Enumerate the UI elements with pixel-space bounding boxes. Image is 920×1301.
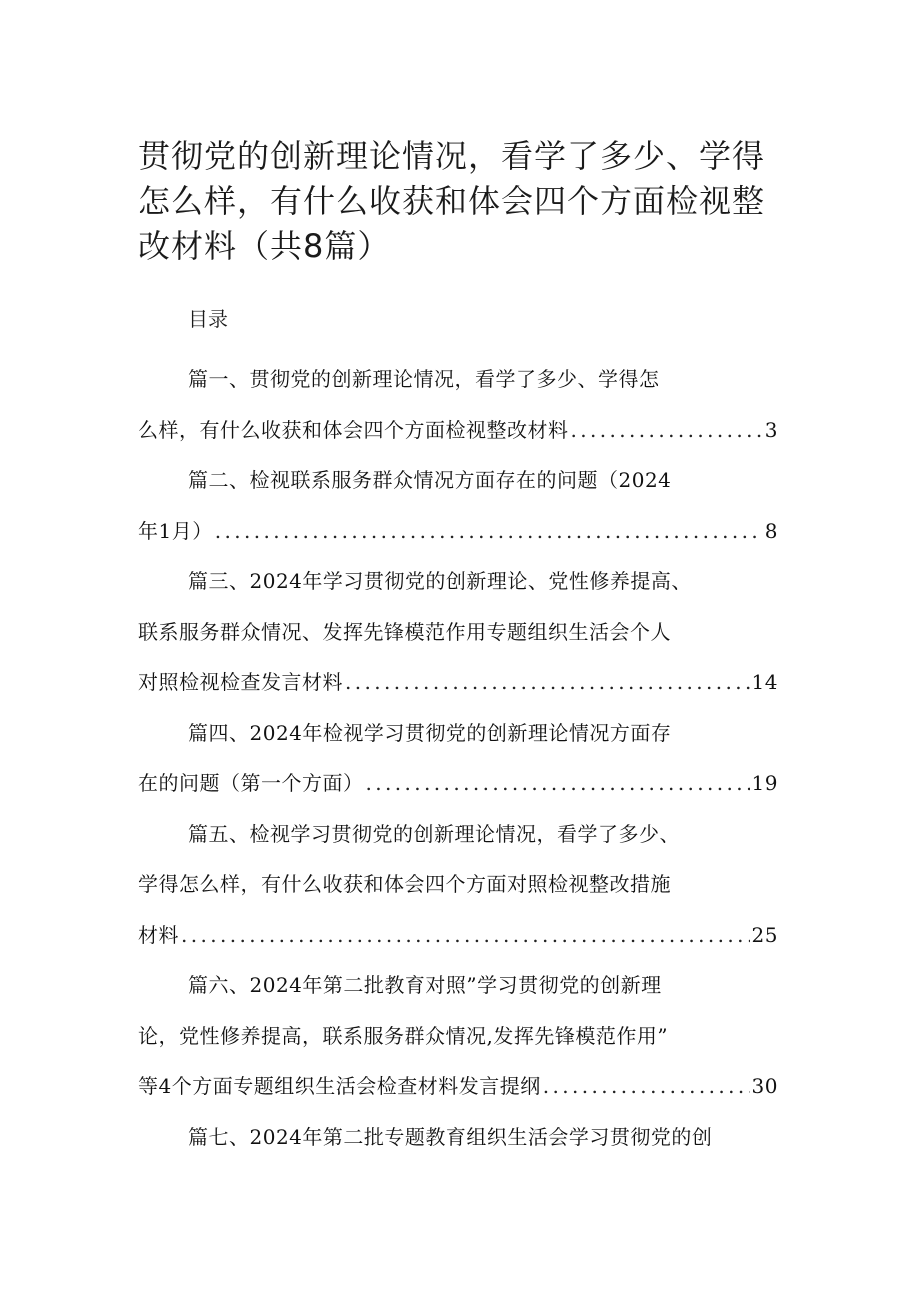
toc-entry-text: 么样，有什么收获和体会四个方面检视整改材料 [138,417,569,442]
toc-entry-3[interactable] [138,556,778,708]
toc-page-number: 25 [751,922,778,947]
toc-heading: 目录 [188,307,228,331]
document-title [138,134,778,269]
toc-entry-7[interactable] [138,1112,778,1163]
toc-page-number: 14 [751,670,778,694]
toc-entry-text: 篇七、2024年第二批专题教育组织生活会学习贯彻党的创 [188,1124,713,1149]
dot-leader [543,1061,750,1112]
toc-entry-text: 学得怎么样，有什么收获和体会四个方面对照检视整改措施 [138,872,671,896]
title-line-1: 贯彻党的创新理论情况，看学了多少、学得 [138,137,766,175]
dot-leader [215,506,763,557]
toc-entry-text: 年1月） [138,518,213,543]
toc-entry-text: 材料 [138,922,179,947]
toc-page-number: 19 [751,771,778,795]
toc-entry-4[interactable] [138,708,778,809]
toc-entry-6[interactable] [138,960,778,1112]
title-line-2: 怎么样，有什么收获和体会四个方面检视整 [138,182,766,220]
title-line-3: 改材料（共8篇） [138,227,391,265]
dot-leader [181,910,750,961]
toc-entry-text: 等4个方面专题组织生活会检查材料发言提纲 [138,1074,541,1098]
toc-entry-text: 篇六、2024年第二批教育对照”学习贯彻党的创新理 [188,973,662,997]
table-of-contents [138,354,778,1162]
dot-leader [366,758,750,809]
toc-page-number: 30 [751,1074,778,1098]
toc-entry-5[interactable] [138,809,778,961]
toc-entry-text: 论，党性修养提高，联系服务群众情况,发挥先锋模范作用” [138,1023,669,1048]
dot-leader [345,657,750,708]
toc-entry-text: 对照检视检查发言材料 [138,670,343,694]
toc-entry-text: 篇五、检视学习贯彻党的创新理论情况，看学了多少、 [188,821,680,846]
toc-entry-text: 篇三、2024年学习贯彻党的创新理论、党性修养提高、 [188,569,692,593]
toc-page-number: 8 [764,518,778,543]
toc-entry-text: 篇二、检视联系服务群众情况方面存在的问题（2024 [188,468,672,492]
toc-entry-text: 篇一、贯彻党的创新理论情况，看学了多少、学得怎 [188,367,660,391]
dot-leader [571,405,763,456]
toc-entry-1[interactable] [138,354,778,455]
toc-page-number: 3 [764,417,778,442]
toc-entry-2[interactable] [138,455,778,556]
toc-entry-text: 篇四、2024年检视学习贯彻党的创新理论情况方面存 [188,720,672,745]
toc-entry-text: 联系服务群众情况、发挥先锋模范作用专题组织生活会个人 [138,619,671,644]
toc-entry-text: 在的问题（第一个方面） [138,771,364,795]
